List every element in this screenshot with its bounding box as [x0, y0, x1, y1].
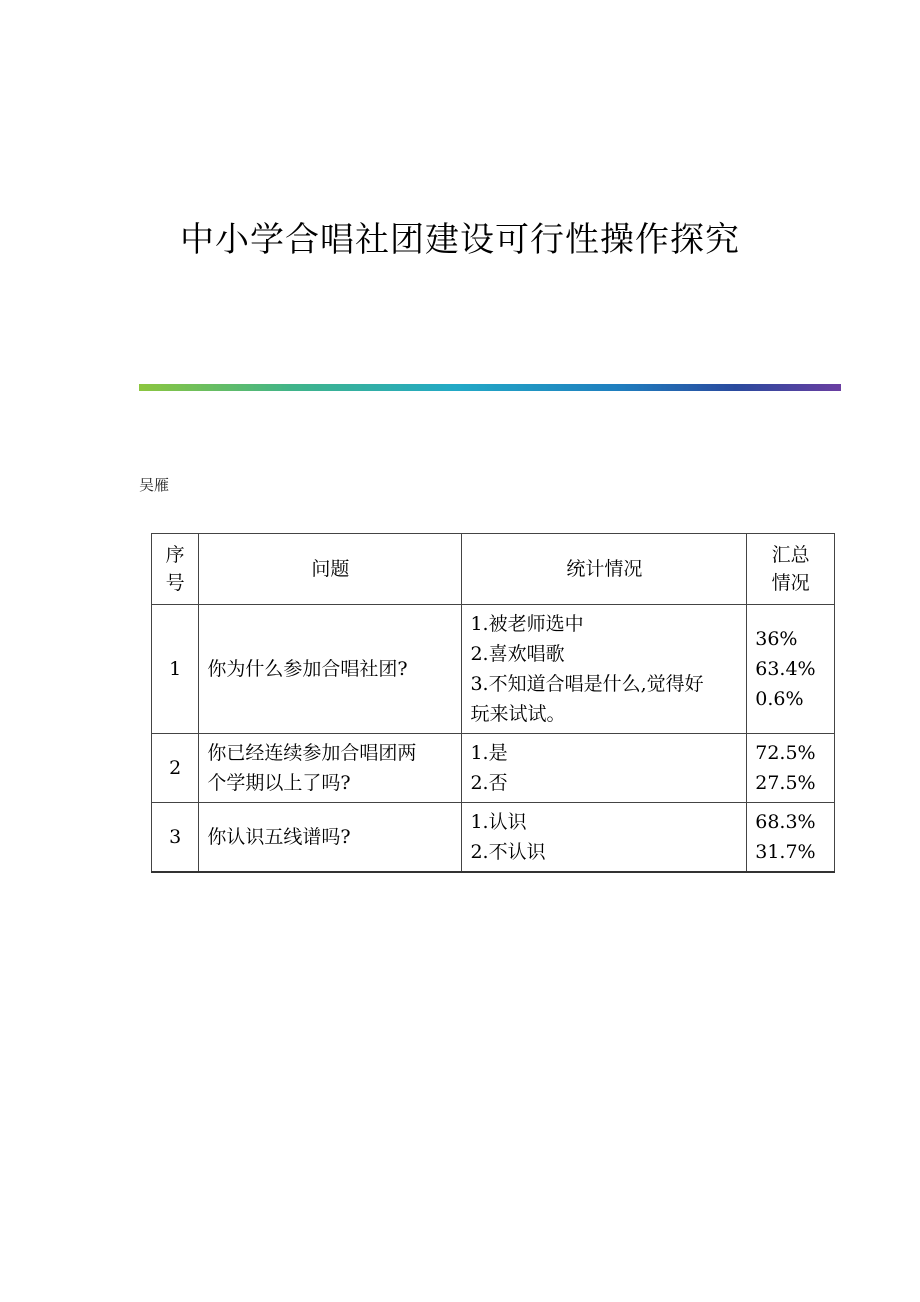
table-row: [152, 605, 835, 734]
table-row: [152, 803, 835, 873]
table-header-row: [152, 534, 835, 605]
row-number: 1: [152, 605, 199, 734]
row-question: 你为什么参加合唱社团?: [199, 605, 462, 734]
row-summary: 72.5% 27.5%: [747, 734, 835, 803]
header-question: 问题: [199, 534, 462, 605]
row-summary: 68.3% 31.7%: [747, 803, 835, 873]
row-number: 3: [152, 803, 199, 873]
title-divider: [139, 384, 841, 391]
survey-table: [151, 533, 835, 873]
row-summary: 36% 63.4% 0.6%: [747, 605, 835, 734]
row-question: 你已经连续参加合唱团两 个学期以上了吗?: [199, 734, 462, 803]
row-number: 2: [152, 734, 199, 803]
page-title: 中小学合唱社团建设可行性操作探究: [180, 220, 740, 260]
row-stats: 1.被老师选中 2.喜欢唱歌 3.不知道合唱是什么,觉得好 玩来试试。: [462, 605, 747, 734]
header-summary: 汇总 情况: [747, 534, 835, 605]
row-stats: 1.认识 2.不认识: [462, 803, 747, 873]
author-name: 吴雁: [139, 476, 170, 494]
row-question: 你认识五线谱吗?: [199, 803, 462, 873]
row-stats: 1.是 2.否: [462, 734, 747, 803]
header-stats: 统计情况: [462, 534, 747, 605]
header-number: 序 号: [152, 534, 199, 605]
table-row: [152, 734, 835, 803]
